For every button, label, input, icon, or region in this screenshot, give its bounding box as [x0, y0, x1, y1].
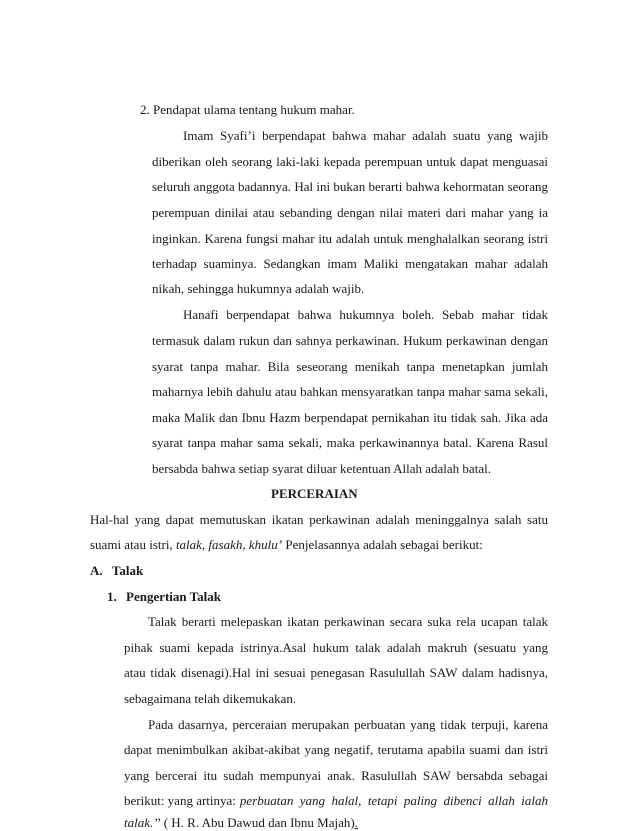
paragraph-line: maharnya lebih dahulu atau bahkan mensyaratkan tanpa mahar sama sekali, [152, 384, 548, 399]
paragraph-line [124, 815, 358, 831]
text-segment: berikut: yang artinya: [124, 793, 236, 808]
paragraph-line: Hal-hal yang dapat memutuskan ikatan perkawinan adalah meninggalnya salah satu [90, 512, 548, 527]
paragraph-line: diberikan oleh seorang laki-laki kepada perempuan untuk dapat menguasai [152, 154, 548, 169]
text-segment: suami atau istri, [90, 537, 173, 552]
paragraph-line: syarat tanpa mahar sama sekali, maka perkawinannya batal. Karena Rasul [152, 435, 548, 450]
paragraph-line: dapat menimbulkan akibat-akibat yang negatif, terutama apabila suami dan istri [124, 742, 548, 757]
list-marker: A. [90, 563, 103, 578]
heading-text: Pengertian Talak [126, 589, 221, 604]
paragraph-line: Hanafi berpendapat bahwa hukumnya boleh. Sebab mahar tidak [183, 307, 548, 322]
paragraph-line: atau tidak disenagi).Hal ini sesuai penegasan Rasulullah SAW dalam hadisnya, [124, 665, 548, 680]
paragraph-line: termasuk dalam rukun dan sahnya perkawinan. Hukum perkawinan dengan [152, 333, 548, 348]
paragraph-line: maka Malik dan Ibnu Hazm berpendapat pernikahan itu tidak sah. Jika ada [152, 410, 548, 425]
italic-terms: talak, fasakh, khulu’ [175, 537, 283, 552]
text-segment: . [354, 815, 358, 830]
paragraph-line: sebagaimana telah dikemukakan. [124, 691, 297, 706]
citation: ( H. R. Abu Dawud dan Ibnu Majah) [163, 815, 355, 830]
subsection-heading [90, 563, 143, 579]
paragraph-line: bersabda bahwa setiap syarat diluar ketentuan Allah adalah batal. [152, 461, 491, 476]
paragraph-line: Pada dasarnya, perceraian merupakan perbuatan yang tidak terpuji, karena [148, 717, 548, 732]
heading-text: Talak [111, 563, 144, 578]
paragraph-line: pihak suami kepada istrinya.Asal hukum talak adalah makruh (sesuatu yang [124, 640, 548, 655]
paragraph-line: nikah, sehingga hukumnya adalah wajib. [152, 281, 365, 296]
paragraph-line: syarat tanpa mahar. Bila seseorang menikah tanpa menetapkan jumlah [152, 359, 548, 374]
paragraph-line: terhadap suaminya. Sedangkan imam Maliki mengatakan mahar adalah [152, 256, 548, 271]
subsection-heading [107, 589, 221, 605]
paragraph-line: Talak berarti melepaskan ikatan perkawinan secara suka rela ucapan talak [148, 614, 548, 629]
paragraph-line [90, 537, 483, 553]
list-marker: 1. [107, 589, 117, 604]
paragraph-line [124, 793, 548, 809]
paragraph-line: yang bercerai itu sudah mempunyai anak. Rasulullah SAW bersabda sebagai [124, 768, 548, 783]
italic-quote: perbuatan yang halal, tetapi paling dibenci allah ialah [239, 793, 548, 808]
paragraph-line: seluruh anggota badannya. Hal ini bukan berarti bahwa kehormatan seorang [152, 179, 548, 194]
section-heading: PERCERAIAN [271, 486, 358, 501]
list-heading: 2. Pendapat ulama tentang hukum mahar. [140, 102, 355, 117]
paragraph-line: perempuan dinilai atau sebanding dengan nilai materi dari mahar yang ia [152, 205, 548, 220]
text-segment: Penjelasannya adalah sebagai berikut: [285, 537, 483, 552]
italic-quote: talak.’’ [124, 815, 161, 830]
paragraph-line: inginkan. Karena fungsi mahar itu adalah untuk menghalalkan seorang istri [152, 231, 548, 246]
paragraph-line: Imam Syafi’i berpendapat bahwa mahar adalah suatu yang wajib [183, 128, 548, 143]
